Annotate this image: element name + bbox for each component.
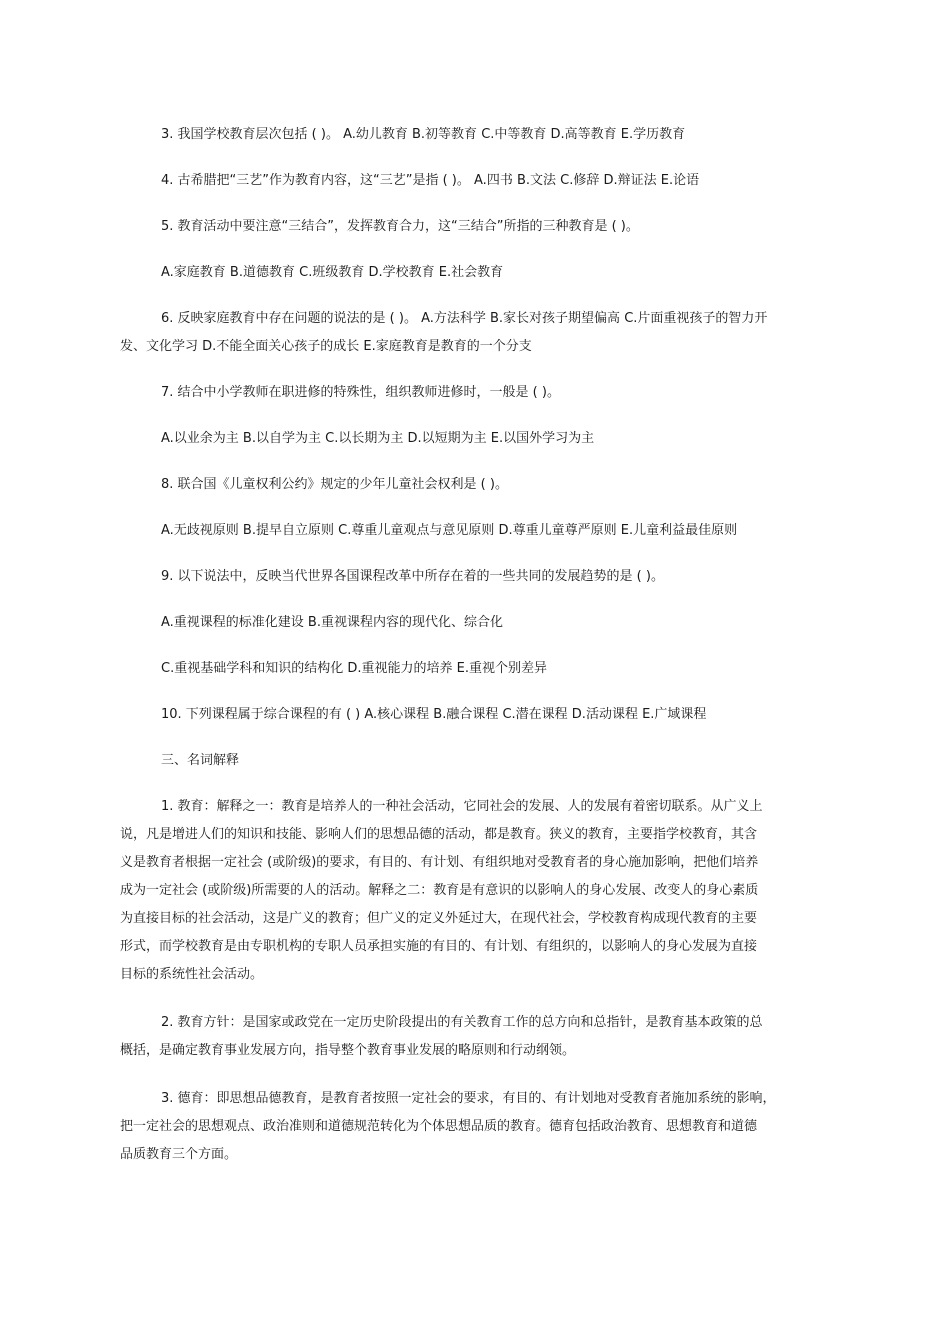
term-moral-line-3: 品质教育三个方面。	[120, 1147, 238, 1162]
question-10: 10. 下列课程属于综合课程的有 ( ) A.核心课程 B.融合课程 C.潜在课程 D.活动课程 E.广域课程	[161, 707, 707, 722]
section-heading: 三、名词解释	[161, 753, 240, 768]
term-education-line-2: 说，凡是增进人们的知识和技能、影响人们的思想品德的活动，都是教育。狭义的教育，主要指学校教育，其含	[120, 827, 758, 842]
question-6-cont: 发、文化学习 D.不能全面关心孩子的成长 E.家庭教育是教育的一个分支	[120, 339, 532, 354]
question-5: 5. 教育活动中要注意“三结合”，发挥教育合力，这“三结合”所指的三种教育是 ( )。	[161, 219, 639, 234]
term-education-line-4: 成为一定社会 (或阶级)所需要的人的活动。解释之二：教育是有意识的以影响人的身心发展、改变人的身心素质	[120, 883, 759, 898]
question-6: 6. 反映家庭教育中存在问题的说法的是 ( )。 A.方法科学 B.家长对孩子期望偏高 C.片面重视孩子的智力开	[161, 311, 768, 326]
question-9-options-2: C.重视基础学科和知识的结构化 D.重视能力的培养 E.重视个别差异	[161, 661, 547, 676]
question-8-options: A.无歧视原则 B.提早自立原则 C.尊重儿童观点与意见原则 D.尊重儿童尊严原则 E.儿童利益最佳原则	[161, 523, 738, 538]
term-education: 1. 教育：解释之一：教育是培养人的一种社会活动，它同社会的发展、人的发展有着密切联系。从广义上	[161, 799, 763, 814]
question-7-options: A.以业余为主 B.以自学为主 C.以长期为主 D.以短期为主 E.以国外学习为主	[161, 431, 595, 446]
question-3: 3. 我国学校教育层次包括 ( )。 A.幼儿教育 B.初等教育 C.中等教育 D.高等教育 E.学历教育	[161, 127, 686, 142]
term-moral: 3. 德育：即思想品德教育，是教育者按照一定社会的要求，有目的、有计划地对受教育者施加系统的影响，	[161, 1091, 776, 1106]
term-policy-line-2: 概括，是确定教育事业发展方向，指导整个教育事业发展的略原则和行动纲领。	[120, 1043, 576, 1058]
term-moral-line-2: 把一定社会的思想观点、政治准则和道德规范转化为个体思想品质的教育。德育包括政治教育、思想教育和道德	[120, 1119, 758, 1134]
question-9-options-1: A.重视课程的标准化建设 B.重视课程内容的现代化、综合化	[161, 615, 503, 630]
term-policy: 2. 教育方针：是国家或政党在一定历史阶段提出的有关教育工作的总方向和总指针，是教育基本政策的总	[161, 1015, 763, 1030]
question-7: 7. 结合中小学教师在职进修的特殊性，组织教师进修时，一般是 ( )。	[161, 385, 560, 400]
term-education-line-5: 为直接目标的社会活动，这是广义的教育；但广义的定义外延过大，在现代社会，学校教育构成现代教育的主要	[120, 911, 758, 926]
term-education-line-7: 目标的系统性社会活动。	[120, 967, 264, 982]
question-5-options: A.家庭教育 B.道德教育 C.班级教育 D.学校教育 E.社会教育	[161, 265, 504, 280]
term-education-line-3: 义是教育者根据一定社会 (或阶级)的要求，有目的、有计划、有组织地对受教育者的身心施加影响，把他们培养	[120, 855, 759, 870]
question-4: 4. 古希腊把“三艺”作为教育内容，这“三艺”是指 ( )。 A.四书 B.文法 C.修辞 D.辩证法 E.论语	[161, 173, 700, 188]
question-9: 9. 以下说法中，反映当代世界各国课程改革中所存在着的一些共同的发展趋势的是 ( )。	[161, 569, 664, 584]
question-8: 8. 联合国《儿童权利公约》规定的少年儿童社会权利是 ( )。	[161, 477, 508, 492]
term-education-line-6: 形式，而学校教育是由专职机构的专职人员承担实施的有目的、有计划、有组织的，以影响人的身心发展为直接	[120, 939, 758, 954]
